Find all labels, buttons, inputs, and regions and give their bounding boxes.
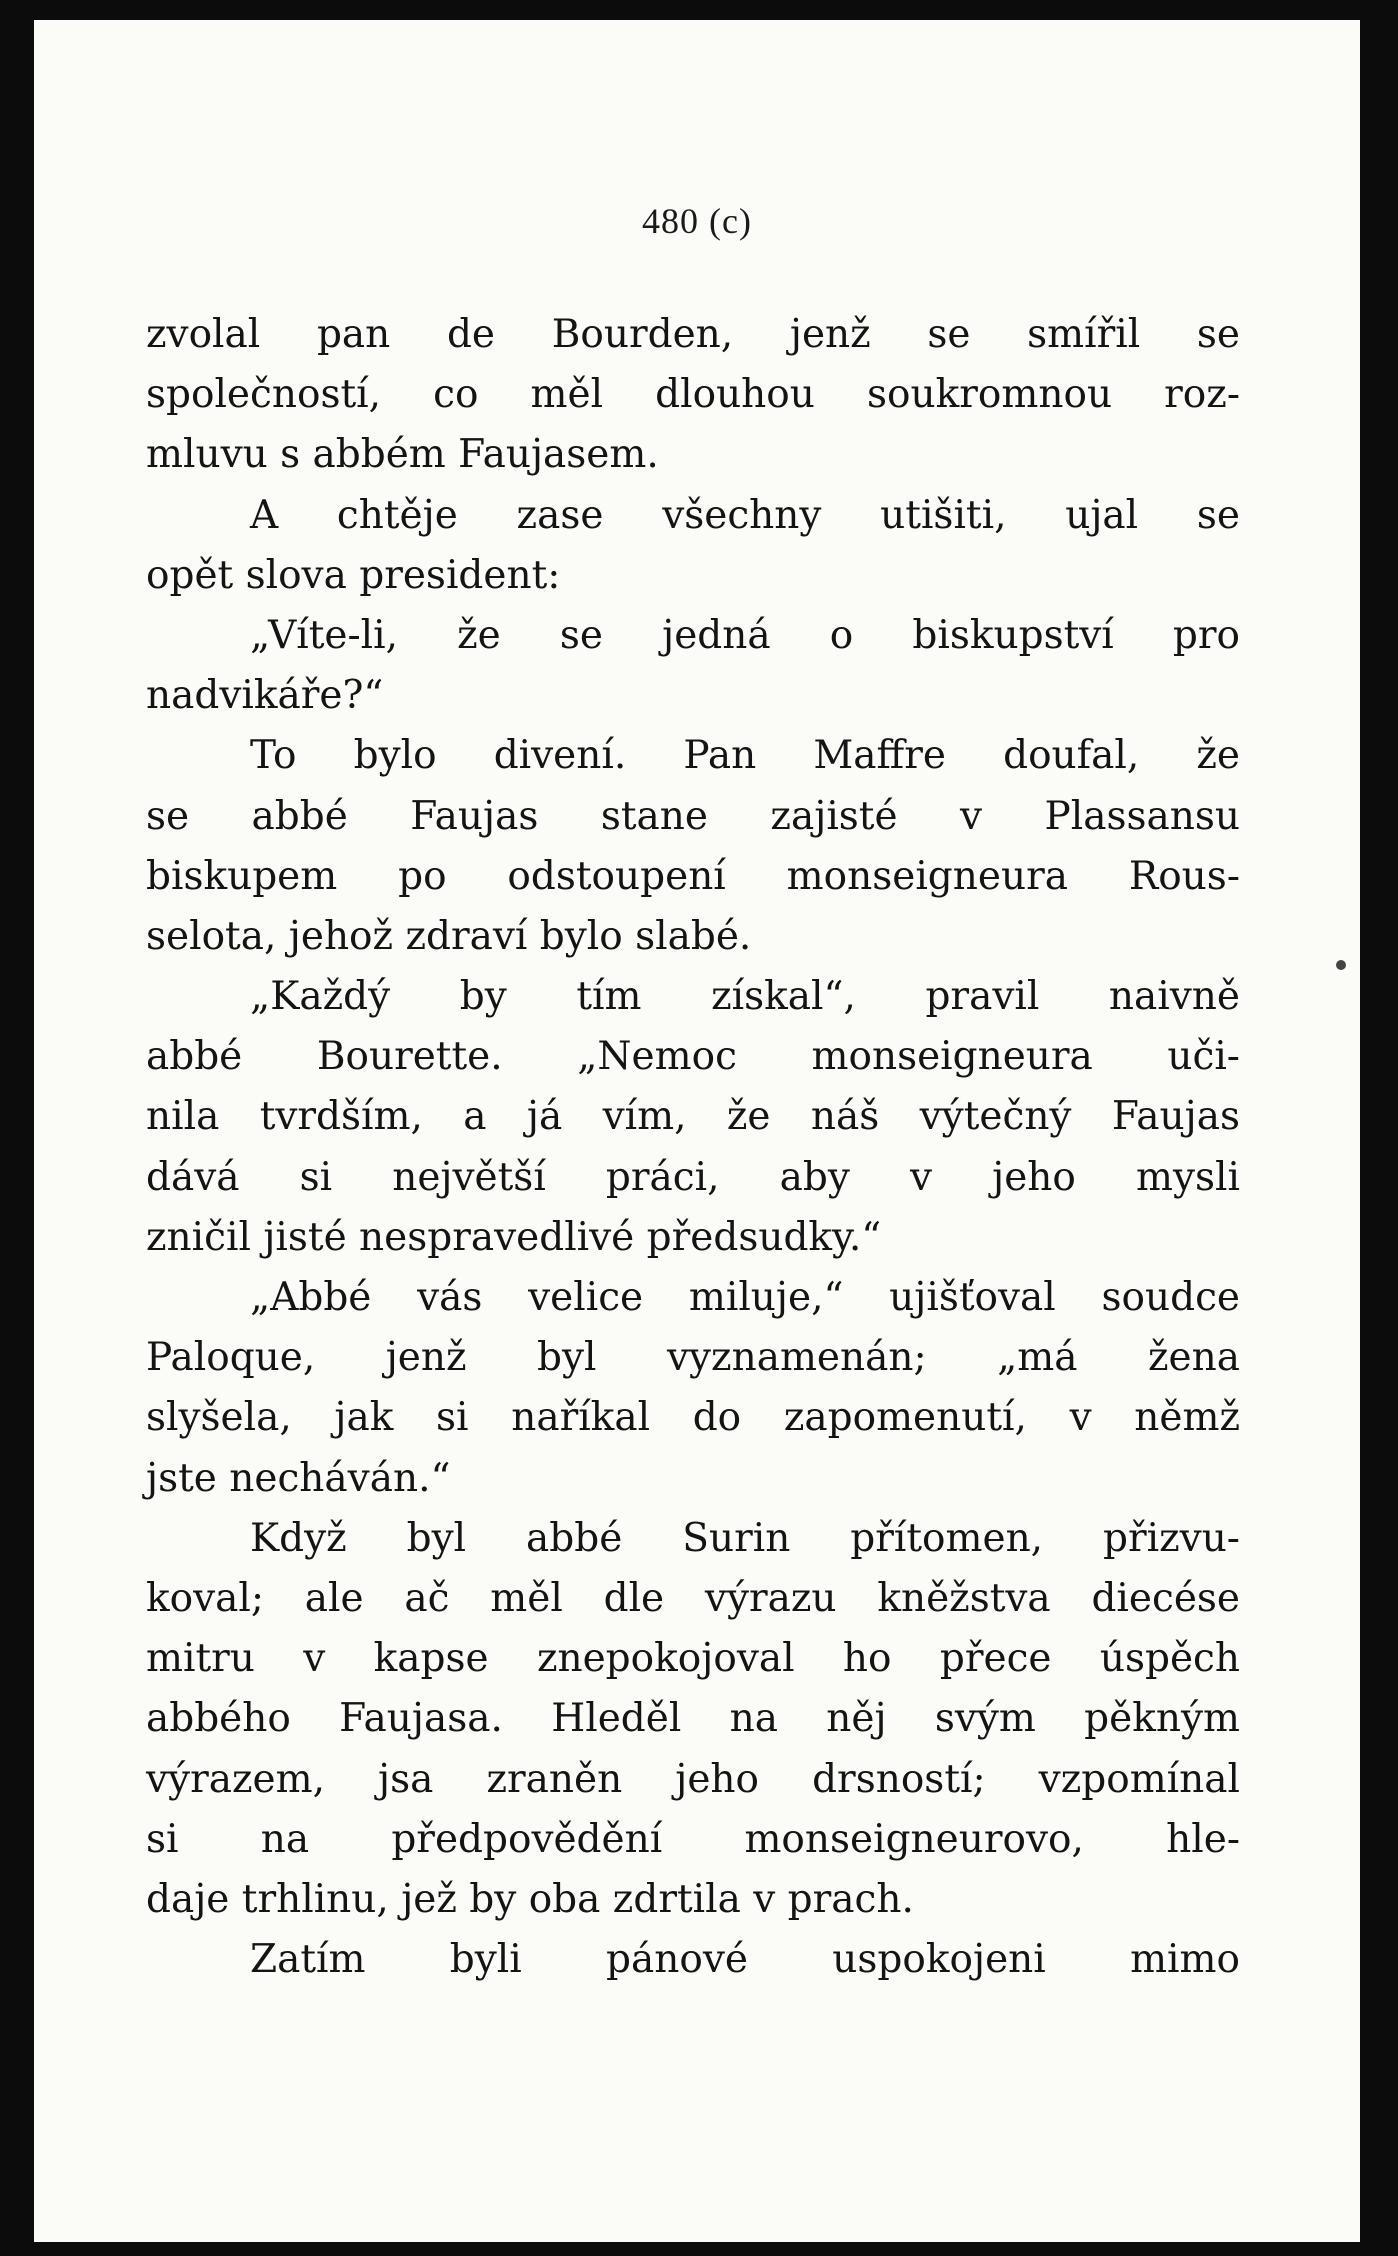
text-line: daje trhlinu, jež by oba zdrtila v prach.: [146, 1876, 914, 1922]
text-line: selota, jehož zdraví bylo slabé.: [146, 913, 752, 959]
text-line: koval; ale ač měl dle výrazu kněžstva diecése: [146, 1575, 1240, 1621]
text-line: nadvikáře?“: [146, 673, 384, 719]
text-line: slyšela, jak si naříkal do zapomenutí, v němž: [146, 1395, 1240, 1441]
text-line: abbého Faujasa. Hleděl na něj svým pěkným: [146, 1696, 1240, 1742]
text-line: se abbé Faujas stane zajisté v Plassansu: [146, 793, 1240, 839]
text-line: nila tvrdším, a já vím, že náš výtečný Faujas: [146, 1094, 1240, 1140]
text-line: společností, co měl dlouhou soukromnou roz-: [146, 372, 1240, 418]
book-page: [34, 20, 1360, 2242]
text-line: A chtěje zase všechny utišiti, ujal se: [250, 492, 1240, 538]
text-line: opět slova president:: [146, 552, 561, 598]
text-line: mitru v kapse znepokojoval ho přece úspěch: [146, 1636, 1240, 1682]
text-line: mluvu s abbém Faujasem.: [146, 432, 659, 478]
text-line: „Víte-li, že se jedná o biskupství pro: [250, 612, 1240, 658]
text-line: zničil jisté nespravedlivé předsudky.“: [146, 1214, 882, 1260]
text-line: výrazem, jsa zraněn jeho drsností; vzpomínal: [146, 1756, 1240, 1802]
text-line: „Každý by tím získal“, pravil naivně: [250, 974, 1240, 1020]
text-line: Zatím byli pánové uspokojeni mimo: [250, 1937, 1240, 1983]
text-line: „Abbé vás velice miluje,“ ujišťoval soudce: [250, 1275, 1240, 1320]
text-line: To bylo divení. Pan Maffre doufal, že: [250, 733, 1240, 779]
text-line: dává si největší práci, aby v jeho mysli: [146, 1154, 1240, 1200]
text-line: Když byl abbé Surin přítomen, přizvu-: [250, 1515, 1240, 1561]
text-line: biskupem po odstoupení monseigneura Rous-: [146, 853, 1240, 899]
page-number: 480 (c): [642, 201, 752, 241]
text-line: abbé Bourette. „Nemoc monseigneura uči-: [146, 1034, 1240, 1080]
text-line: zvolal pan de Bourden, jenž se smířil se: [146, 312, 1240, 357]
text-line: Paloque, jenž byl vyznamenán; „má žena: [146, 1335, 1240, 1381]
text-line: jste necháván.“: [146, 1455, 451, 1501]
body-text: [146, 305, 1240, 1990]
margin-speck: [1336, 960, 1346, 970]
text-line: si na předpovědění monseigneurovo, hle-: [146, 1816, 1240, 1862]
scan-edge-smudge: [1200, 0, 1398, 22]
